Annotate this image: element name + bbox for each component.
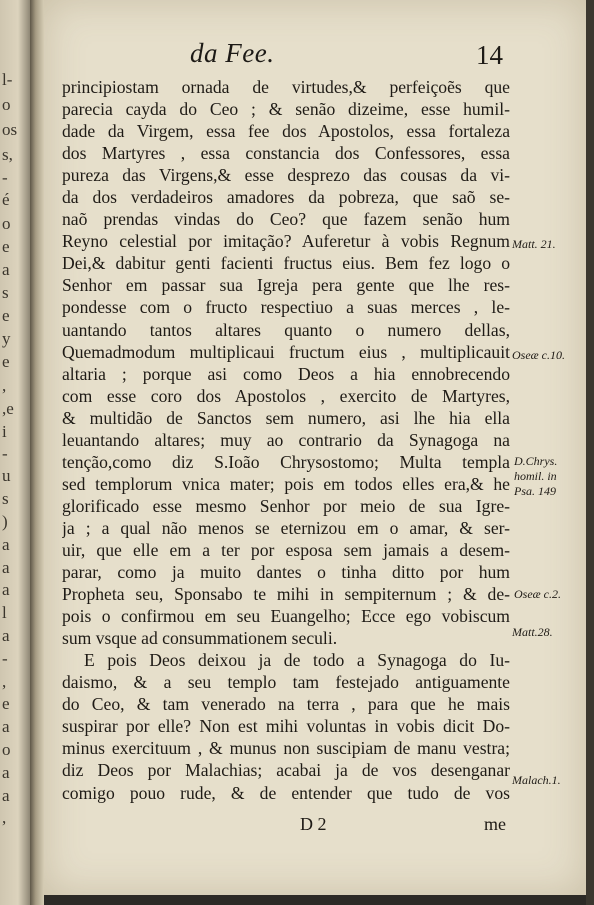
facing-fragment: é [2, 190, 10, 209]
text-line: uantando tantos altares quanto o numero dellas, [62, 319, 510, 340]
facing-fragment: e [2, 237, 10, 256]
text-line: sum vsque ad consummationem seculi. [62, 628, 338, 649]
facing-fragment: e [2, 352, 10, 371]
facing-fragment: , [2, 376, 7, 395]
margin-note: Oseæ c.10. [512, 348, 565, 362]
catchword: me [484, 814, 506, 834]
text-line: principiostam ornada de virtudes,& perfeiçoẽs que [62, 77, 510, 97]
text-line: dade da Virgem, essa fee dos Apostolos, essa fortaleza [62, 121, 510, 142]
text-line: naõ prendas vindas do Ceo? que fazem senão hum [62, 209, 510, 230]
book-gutter [30, 0, 44, 905]
facing-fragment: s, [2, 145, 13, 164]
text-line: suspirar por elle? Non est mihi voluntas in vobis dicit Do- [62, 716, 510, 737]
facing-fragment: a [2, 626, 10, 645]
facing-fragment: a [2, 763, 10, 782]
facing-fragment: - [2, 444, 8, 463]
text-line: Propheta seu, Sponsabo te mihi in sempiternum ; & de- [62, 584, 510, 605]
facing-fragment: a [2, 558, 10, 577]
facing-fragment: e [2, 306, 10, 325]
text-line: dos Martyres , essa constancia dos Confessores, essa [62, 143, 510, 164]
facing-fragment: , [2, 672, 7, 691]
facing-fragment: l [2, 603, 7, 622]
text-line: Dei,& dabitur genti facienti fructus eius. Bem fez logo o [62, 253, 510, 274]
facing-fragment: ,e [2, 399, 14, 418]
text-line: altaria ; porque asi como Deos a hia ennobrecendo [62, 363, 510, 384]
facing-fragment: , [2, 808, 7, 827]
facing-fragment: - [2, 649, 8, 668]
text-line: pureza das Virgens,& esse desprezo das cousas da vi- [62, 165, 510, 186]
text-line: & multidão de Sanctos sem numero, asi lhe hia ella [62, 407, 510, 428]
text-line: uir, que elle em a ter por esposa sem jamais a desem- [62, 539, 510, 560]
page-number: 14 [476, 40, 503, 70]
facing-fragment: - [2, 168, 8, 187]
facing-fragment: u [2, 466, 11, 485]
facing-fragment: a [2, 580, 10, 599]
margin-note: Oseæ c.2. [514, 587, 561, 601]
facing-fragment: o [2, 95, 11, 114]
body-text [62, 76, 510, 804]
facing-fragment: s [2, 489, 9, 508]
text-line: diz Deos por Malachias; acabai ja de vos desenganar [62, 760, 510, 781]
text-line: daismo, & a seu templo tam festejado antiguamente [62, 672, 510, 693]
facing-fragment: a [2, 786, 10, 805]
text-line: com esse coro dos Apostolos , exercito de Martyres, [62, 385, 510, 406]
text-line: minus exercituum , & munus non suscipiam de manu vestra; [62, 738, 510, 759]
text-line: tenção,como diz S.Ioão Chrysostomo; Multa templa [62, 451, 510, 472]
facing-fragment: a [2, 260, 10, 279]
facing-fragment: os [2, 120, 18, 139]
text-line: do Ceo, & tam venerado na terra , para que he mais [62, 694, 510, 715]
text-line: leuantando altares; muy ao contrario da Synagoga na [62, 429, 510, 450]
text-line: comigo pouo rude, & de entender que tudo de vos [62, 782, 510, 803]
text-line: Senhor em passar sua Igreja pera gente que lhe res- [62, 275, 510, 296]
signature-mark: D 2 [300, 814, 327, 834]
margin-note: Malach.1. [512, 773, 561, 787]
text-line: sed templorum vnica mater; pois em todos elles era,& he [62, 473, 510, 494]
facing-fragment: a [2, 717, 10, 736]
facing-fragment: l- [2, 70, 13, 89]
text-line: glorificado esse mesmo Senhor por meio de sua Igre- [62, 495, 510, 516]
facing-fragment: ) [2, 512, 8, 531]
margin-note: Matt. 21. [512, 237, 556, 251]
margin-note: D.Chrys. homil. in Psa. 149 [514, 454, 558, 498]
text-line: pois o confirmou em seu Euangelho; Ecce ego vobiscum [62, 606, 510, 627]
facing-fragment: s [2, 283, 9, 302]
facing-fragment: o [2, 214, 11, 233]
text-line: pondesse com o fructo respectiuo a suas merces , le- [62, 297, 510, 318]
facing-fragment: a [2, 535, 10, 554]
facing-fragment: o [2, 740, 11, 759]
margin-note: Matt.28. [512, 625, 553, 639]
text-line: Quemadmodum multiplicaui fructum eius , multiplicauit [62, 341, 510, 362]
page-edge-shadow [586, 0, 594, 905]
text-line: da dos verdadeiros amadores da pobreza, que saõ se- [62, 187, 510, 208]
text-line: E pois Deos deixou ja de todo a Synagoga do Iu- [84, 650, 510, 671]
facing-page-edge [0, 0, 30, 905]
facing-fragment: e [2, 694, 10, 713]
facing-fragment: y [2, 329, 11, 348]
text-line: Reyno celestial por imitação? Auferetur à vobis Regnum [62, 231, 510, 252]
text-line: parecia cayda do Ceo ; & senão dizeime, esse humil- [62, 99, 510, 120]
text-line: parar, como ja muito dantes o tinha ditto por hum [62, 562, 510, 583]
text-line: ja ; a qual não menos se eternizou em o amar, & ser- [62, 517, 510, 538]
running-head: da Fee. [190, 38, 275, 68]
facing-fragment: i [2, 422, 7, 441]
